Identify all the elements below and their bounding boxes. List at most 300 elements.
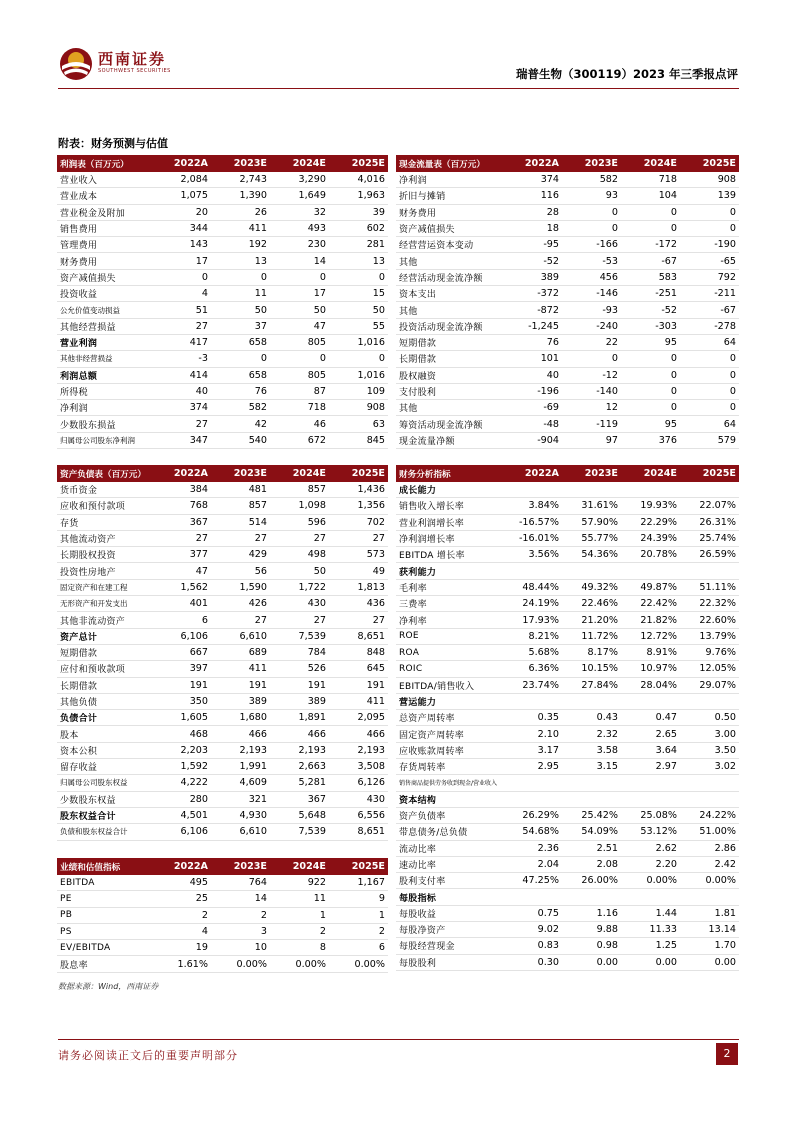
table-row bbox=[396, 856, 739, 872]
value-cell bbox=[680, 693, 739, 709]
value-cell: 21.20% bbox=[562, 612, 621, 628]
value-cell: 374 bbox=[503, 172, 562, 188]
value-cell: 411 bbox=[211, 661, 270, 677]
row-label: EV/EBITDA bbox=[57, 940, 152, 956]
value-cell: 13 bbox=[211, 253, 270, 269]
table-row bbox=[396, 188, 739, 204]
table-row bbox=[57, 710, 388, 726]
row-label: 资本支出 bbox=[396, 286, 503, 302]
value-cell: 6,106 bbox=[152, 628, 211, 644]
value-cell: 1,167 bbox=[329, 875, 388, 891]
table-row bbox=[57, 742, 388, 758]
row-label: 货币资金 bbox=[57, 482, 152, 498]
table-header-row bbox=[57, 155, 388, 172]
value-cell: 8 bbox=[270, 940, 329, 956]
value-cell: 468 bbox=[152, 726, 211, 742]
value-cell: 63 bbox=[329, 416, 388, 432]
value-cell: 344 bbox=[152, 220, 211, 236]
value-cell bbox=[503, 693, 562, 709]
value-cell: -67 bbox=[621, 253, 680, 269]
table-row bbox=[396, 840, 739, 856]
table-row bbox=[57, 661, 388, 677]
table-row bbox=[57, 188, 388, 204]
row-label: 每股收益 bbox=[396, 905, 503, 921]
value-cell: 46 bbox=[270, 416, 329, 432]
row-label: 资本结构 bbox=[396, 791, 503, 807]
value-cell: 15 bbox=[329, 286, 388, 302]
row-label: 存货周转率 bbox=[396, 759, 503, 775]
value-cell: -119 bbox=[562, 416, 621, 432]
value-cell: 0.50 bbox=[680, 710, 739, 726]
value-cell: 3.02 bbox=[680, 759, 739, 775]
value-cell: 374 bbox=[152, 400, 211, 416]
value-cell: 1,390 bbox=[211, 188, 270, 204]
year-header: 2025E bbox=[329, 858, 388, 875]
table-row bbox=[396, 954, 739, 970]
value-cell: 3.64 bbox=[621, 742, 680, 758]
value-cell: 31.61% bbox=[562, 498, 621, 514]
value-cell: 50 bbox=[270, 302, 329, 318]
value-cell: 1.81 bbox=[680, 905, 739, 921]
table-row bbox=[57, 775, 388, 791]
year-header: 2022A bbox=[503, 465, 562, 482]
row-label: 少数股东权益 bbox=[57, 791, 152, 807]
value-cell: 805 bbox=[270, 367, 329, 383]
table-row bbox=[57, 334, 388, 350]
row-label: 其他 bbox=[396, 400, 503, 416]
value-cell: 540 bbox=[211, 432, 270, 448]
row-label: 利润总额 bbox=[57, 367, 152, 383]
value-cell: 493 bbox=[270, 220, 329, 236]
value-cell: 5,648 bbox=[270, 807, 329, 823]
value-cell: 2,084 bbox=[152, 172, 211, 188]
value-cell: 27 bbox=[152, 530, 211, 546]
row-label: 每股股利 bbox=[396, 954, 503, 970]
value-cell: 11.33 bbox=[621, 922, 680, 938]
value-cell: 17 bbox=[152, 253, 211, 269]
value-cell: 51.00% bbox=[680, 824, 739, 840]
row-label: 其他经营损益 bbox=[57, 318, 152, 334]
value-cell: 2,193 bbox=[329, 742, 388, 758]
table-row bbox=[57, 875, 388, 891]
value-cell: -166 bbox=[562, 237, 621, 253]
value-cell: -172 bbox=[621, 237, 680, 253]
value-cell: 13.14 bbox=[680, 922, 739, 938]
value-cell: 582 bbox=[562, 172, 621, 188]
value-cell bbox=[503, 889, 562, 905]
row-label: 归属母公司股东权益 bbox=[57, 775, 152, 791]
year-header: 2022A bbox=[152, 155, 211, 172]
value-cell: 95 bbox=[621, 334, 680, 350]
value-cell: 4,222 bbox=[152, 775, 211, 791]
value-cell: 389 bbox=[270, 693, 329, 709]
value-cell: -65 bbox=[680, 253, 739, 269]
table-row bbox=[57, 302, 388, 318]
table-row bbox=[396, 383, 739, 399]
value-cell: 0.00 bbox=[562, 954, 621, 970]
value-cell: 0 bbox=[621, 204, 680, 220]
value-cell: 192 bbox=[211, 237, 270, 253]
valuation-table bbox=[57, 858, 388, 973]
value-cell: 3.00 bbox=[680, 726, 739, 742]
value-cell: -211 bbox=[680, 286, 739, 302]
table-row bbox=[57, 612, 388, 628]
value-cell: 26.59% bbox=[680, 547, 739, 563]
row-label: 股东权益合计 bbox=[57, 807, 152, 823]
value-cell: 4,609 bbox=[211, 775, 270, 791]
value-cell bbox=[680, 791, 739, 807]
year-header: 2023E bbox=[562, 155, 621, 172]
value-cell: 0 bbox=[211, 351, 270, 367]
value-cell: 47.25% bbox=[503, 873, 562, 889]
value-cell bbox=[562, 482, 621, 498]
value-cell: 0 bbox=[680, 367, 739, 383]
value-cell: 0.83 bbox=[503, 938, 562, 954]
row-label: 资产减值损失 bbox=[396, 220, 503, 236]
value-cell bbox=[621, 775, 680, 791]
value-cell: 22.60% bbox=[680, 612, 739, 628]
value-cell: 2 bbox=[211, 907, 270, 923]
value-cell: -16.57% bbox=[503, 514, 562, 530]
value-cell: 230 bbox=[270, 237, 329, 253]
value-cell: 10.97% bbox=[621, 661, 680, 677]
table-row bbox=[396, 579, 739, 595]
table-header-row bbox=[57, 858, 388, 875]
value-cell: -53 bbox=[562, 253, 621, 269]
row-label: PS bbox=[57, 923, 152, 939]
row-label: 公允价值变动损益 bbox=[57, 302, 152, 318]
table-row bbox=[57, 482, 388, 498]
row-label: 营业利润 bbox=[57, 334, 152, 350]
value-cell: 6 bbox=[329, 940, 388, 956]
table-row bbox=[396, 286, 739, 302]
value-cell: 191 bbox=[211, 677, 270, 693]
value-cell: 2.97 bbox=[621, 759, 680, 775]
value-cell: 2.42 bbox=[680, 856, 739, 872]
value-cell: 411 bbox=[329, 693, 388, 709]
row-label: EBITDA/销售收入 bbox=[396, 677, 503, 693]
row-label: 资本公积 bbox=[57, 742, 152, 758]
value-cell: 0 bbox=[621, 383, 680, 399]
value-cell: 49.87% bbox=[621, 579, 680, 595]
value-cell: 0 bbox=[270, 351, 329, 367]
table-row bbox=[57, 940, 388, 956]
value-cell: -95 bbox=[503, 237, 562, 253]
value-cell: 97 bbox=[562, 432, 621, 448]
value-cell: 429 bbox=[211, 547, 270, 563]
value-cell: 0 bbox=[329, 269, 388, 285]
value-cell: 0.00 bbox=[680, 954, 739, 970]
table-title: 资产负债表（百万元） bbox=[57, 465, 152, 482]
table-row bbox=[57, 432, 388, 448]
table-row bbox=[396, 889, 739, 905]
footer-divider bbox=[58, 1039, 739, 1040]
table-row bbox=[396, 905, 739, 921]
value-cell: 0 bbox=[680, 351, 739, 367]
table-row bbox=[57, 400, 388, 416]
row-label: 营业成本 bbox=[57, 188, 152, 204]
value-cell: 1,356 bbox=[329, 498, 388, 514]
row-label: 投资收益 bbox=[57, 286, 152, 302]
value-cell: 6,610 bbox=[211, 824, 270, 840]
value-cell: 0 bbox=[562, 220, 621, 236]
balance-sheet-table bbox=[57, 465, 388, 841]
row-label: 每股指标 bbox=[396, 889, 503, 905]
row-label: 筹资活动现金流净额 bbox=[396, 416, 503, 432]
value-cell: 430 bbox=[270, 596, 329, 612]
value-cell: 95 bbox=[621, 416, 680, 432]
table-row bbox=[57, 253, 388, 269]
row-label: 长期股权投资 bbox=[57, 547, 152, 563]
row-label: 应付和预收款项 bbox=[57, 661, 152, 677]
value-cell: 26.29% bbox=[503, 807, 562, 823]
table-row bbox=[396, 759, 739, 775]
value-cell: 466 bbox=[329, 726, 388, 742]
value-cell: 2.20 bbox=[621, 856, 680, 872]
value-cell: 40 bbox=[503, 367, 562, 383]
year-header: 2024E bbox=[270, 465, 329, 482]
value-cell: 281 bbox=[329, 237, 388, 253]
value-cell: 14 bbox=[270, 253, 329, 269]
value-cell: 2 bbox=[152, 907, 211, 923]
table-row bbox=[57, 923, 388, 939]
value-cell: 8.17% bbox=[562, 644, 621, 660]
value-cell bbox=[562, 791, 621, 807]
value-cell: 22.29% bbox=[621, 514, 680, 530]
value-cell: 805 bbox=[270, 334, 329, 350]
row-label: 带息债务/总负债 bbox=[396, 824, 503, 840]
table-row bbox=[396, 693, 739, 709]
table-row bbox=[57, 693, 388, 709]
value-cell: 0 bbox=[270, 269, 329, 285]
value-cell: 1,963 bbox=[329, 188, 388, 204]
table-row bbox=[396, 514, 739, 530]
value-cell: 2,743 bbox=[211, 172, 270, 188]
value-cell: -52 bbox=[503, 253, 562, 269]
value-cell: -146 bbox=[562, 286, 621, 302]
value-cell: 116 bbox=[503, 188, 562, 204]
value-cell bbox=[621, 791, 680, 807]
value-cell: 27 bbox=[329, 530, 388, 546]
value-cell: 26 bbox=[211, 204, 270, 220]
value-cell: 0 bbox=[621, 367, 680, 383]
value-cell: 848 bbox=[329, 644, 388, 660]
table-title: 财务分析指标 bbox=[396, 465, 503, 482]
row-label: 折旧与摊销 bbox=[396, 188, 503, 204]
value-cell: 20 bbox=[152, 204, 211, 220]
value-cell: 191 bbox=[270, 677, 329, 693]
table-row bbox=[57, 172, 388, 188]
table-row bbox=[57, 204, 388, 220]
table-row bbox=[57, 791, 388, 807]
value-cell: 0.43 bbox=[562, 710, 621, 726]
cashflow-statement-table bbox=[396, 155, 739, 449]
value-cell: 2.62 bbox=[621, 840, 680, 856]
value-cell: 466 bbox=[270, 726, 329, 742]
value-cell: 6,556 bbox=[329, 807, 388, 823]
table-row bbox=[396, 204, 739, 220]
value-cell bbox=[503, 482, 562, 498]
value-cell: 389 bbox=[211, 693, 270, 709]
row-label: 固定资产周转率 bbox=[396, 726, 503, 742]
value-cell: 47 bbox=[152, 563, 211, 579]
table-header-row bbox=[396, 465, 739, 482]
row-label: 营业收入 bbox=[57, 172, 152, 188]
table-row bbox=[396, 644, 739, 660]
footer-disclaimer: 请务必阅读正文后的重要声明部分 bbox=[58, 1049, 238, 1062]
value-cell: 2.10 bbox=[503, 726, 562, 742]
table-row bbox=[57, 596, 388, 612]
value-cell: 0.47 bbox=[621, 710, 680, 726]
value-cell: 13.79% bbox=[680, 628, 739, 644]
value-cell: 51 bbox=[152, 302, 211, 318]
value-cell: -240 bbox=[562, 318, 621, 334]
row-label: 短期借款 bbox=[396, 334, 503, 350]
value-cell: 0 bbox=[621, 220, 680, 236]
table-row bbox=[57, 891, 388, 907]
value-cell bbox=[680, 563, 739, 579]
table-row bbox=[57, 498, 388, 514]
table-row bbox=[57, 726, 388, 742]
value-cell: 56 bbox=[211, 563, 270, 579]
value-cell: 23.74% bbox=[503, 677, 562, 693]
value-cell: -872 bbox=[503, 302, 562, 318]
table-row bbox=[57, 628, 388, 644]
value-cell: 8.21% bbox=[503, 628, 562, 644]
value-cell: 8,651 bbox=[329, 628, 388, 644]
row-label: 其他 bbox=[396, 302, 503, 318]
value-cell: 1,649 bbox=[270, 188, 329, 204]
value-cell: -16.01% bbox=[503, 530, 562, 546]
value-cell: 3.58 bbox=[562, 742, 621, 758]
value-cell: 2 bbox=[329, 923, 388, 939]
value-cell: 1.44 bbox=[621, 905, 680, 921]
row-label: 长期借款 bbox=[57, 677, 152, 693]
value-cell: 1,016 bbox=[329, 367, 388, 383]
value-cell: 24.39% bbox=[621, 530, 680, 546]
value-cell: 0 bbox=[562, 204, 621, 220]
value-cell: 9 bbox=[329, 891, 388, 907]
value-cell: 602 bbox=[329, 220, 388, 236]
year-header: 2024E bbox=[270, 858, 329, 875]
value-cell: 526 bbox=[270, 661, 329, 677]
value-cell: 0.00% bbox=[329, 956, 388, 972]
table-row bbox=[396, 351, 739, 367]
value-cell: 658 bbox=[211, 334, 270, 350]
value-cell: 17.93% bbox=[503, 612, 562, 628]
value-cell: 1.16 bbox=[562, 905, 621, 921]
table-row bbox=[396, 922, 739, 938]
value-cell: 25.08% bbox=[621, 807, 680, 823]
value-cell: 667 bbox=[152, 644, 211, 660]
table-row bbox=[57, 514, 388, 530]
value-cell: -3 bbox=[152, 351, 211, 367]
value-cell: 384 bbox=[152, 482, 211, 498]
row-label: 股本 bbox=[57, 726, 152, 742]
row-label: 负债合计 bbox=[57, 710, 152, 726]
value-cell: 768 bbox=[152, 498, 211, 514]
value-cell: 53.12% bbox=[621, 824, 680, 840]
row-label: 归属母公司股东净利润 bbox=[57, 432, 152, 448]
table-row bbox=[396, 612, 739, 628]
row-label: 其他非流动资产 bbox=[57, 612, 152, 628]
value-cell: 2,203 bbox=[152, 742, 211, 758]
value-cell: 17 bbox=[270, 286, 329, 302]
value-cell: 430 bbox=[329, 791, 388, 807]
value-cell: 26.00% bbox=[562, 873, 621, 889]
row-label: 净利率 bbox=[396, 612, 503, 628]
value-cell: 87 bbox=[270, 383, 329, 399]
table-row bbox=[57, 579, 388, 595]
value-cell: 24.22% bbox=[680, 807, 739, 823]
value-cell: 784 bbox=[270, 644, 329, 660]
value-cell: 1,075 bbox=[152, 188, 211, 204]
value-cell: 64 bbox=[680, 334, 739, 350]
row-label: PB bbox=[57, 907, 152, 923]
page-header bbox=[58, 44, 738, 90]
value-cell: 10 bbox=[211, 940, 270, 956]
value-cell: 1 bbox=[270, 907, 329, 923]
table-row bbox=[396, 416, 739, 432]
value-cell: 596 bbox=[270, 514, 329, 530]
value-cell: 1.61% bbox=[152, 956, 211, 972]
table-title: 利润表（百万元） bbox=[57, 155, 152, 172]
row-label: 存货 bbox=[57, 514, 152, 530]
value-cell: 0 bbox=[621, 351, 680, 367]
value-cell: 0.00% bbox=[270, 956, 329, 972]
value-cell: 76 bbox=[503, 334, 562, 350]
value-cell: 908 bbox=[680, 172, 739, 188]
brand-name-en: SOUTHWEST SECURITIES bbox=[98, 68, 171, 74]
row-label: 支付股利 bbox=[396, 383, 503, 399]
company-logo bbox=[58, 44, 198, 84]
table-row bbox=[396, 482, 739, 498]
row-label: 资产总计 bbox=[57, 628, 152, 644]
value-cell: 27 bbox=[152, 416, 211, 432]
table-row bbox=[396, 253, 739, 269]
value-cell: 27 bbox=[211, 530, 270, 546]
row-label: 每股净资产 bbox=[396, 922, 503, 938]
table-row bbox=[396, 367, 739, 383]
value-cell: 792 bbox=[680, 269, 739, 285]
value-cell: 50 bbox=[211, 302, 270, 318]
income-statement-table bbox=[57, 155, 388, 449]
value-cell: 101 bbox=[503, 351, 562, 367]
value-cell: 417 bbox=[152, 334, 211, 350]
value-cell: -372 bbox=[503, 286, 562, 302]
value-cell: 25.42% bbox=[562, 807, 621, 823]
value-cell: 764 bbox=[211, 875, 270, 891]
row-label: 现金流量净额 bbox=[396, 432, 503, 448]
table-row bbox=[396, 628, 739, 644]
value-cell: 3 bbox=[211, 923, 270, 939]
value-cell: 401 bbox=[152, 596, 211, 612]
value-cell: 436 bbox=[329, 596, 388, 612]
data-source-note: 数据来源：Wind，西南证券 bbox=[58, 982, 159, 991]
value-cell bbox=[562, 693, 621, 709]
value-cell: 22.32% bbox=[680, 596, 739, 612]
year-header: 2023E bbox=[562, 465, 621, 482]
value-cell: 20.78% bbox=[621, 547, 680, 563]
year-header: 2022A bbox=[152, 465, 211, 482]
value-cell bbox=[621, 482, 680, 498]
year-header: 2024E bbox=[270, 155, 329, 172]
value-cell: 5,281 bbox=[270, 775, 329, 791]
value-cell: 42 bbox=[211, 416, 270, 432]
row-label: 三费率 bbox=[396, 596, 503, 612]
table-row bbox=[396, 237, 739, 253]
value-cell: 718 bbox=[621, 172, 680, 188]
